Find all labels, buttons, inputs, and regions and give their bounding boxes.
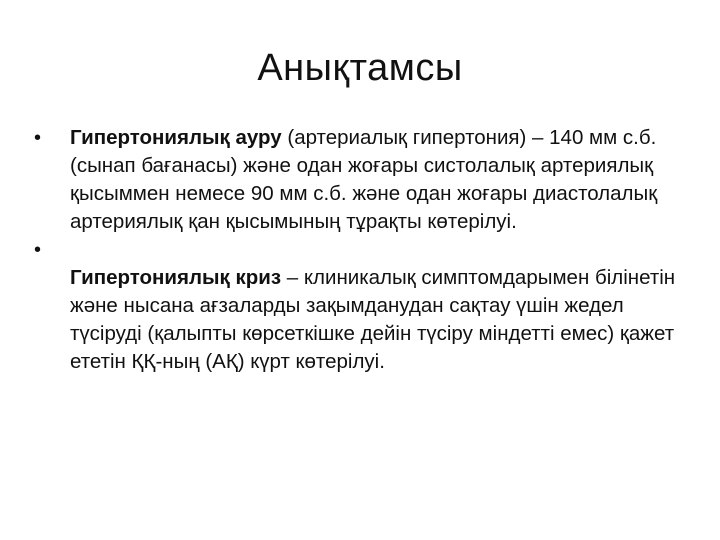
blank-line — [70, 236, 684, 264]
term-hypertensive-crisis: Гипертониялық криз — [70, 266, 282, 289]
definition-hypertensive-crisis: – клиникалық симптомдарымен білінетін және нысана ағзаларды зақымданудан сақтау үшін жедел түсіруді (қалыпты көрсеткішке дейін түсіру міндетті емес) қажет ететін ҚҚ-ның (АҚ) күрт көтерілуі. — [70, 266, 676, 373]
bullet-icon: • — [34, 239, 42, 261]
bullet-item-hypertension — [34, 124, 684, 236]
bullet-item-crisis — [34, 236, 684, 376]
bullet-text — [70, 264, 684, 376]
term-hypertension: Гипертониялық ауру — [70, 126, 282, 149]
slide-title: Анықтамсы — [257, 47, 463, 89]
definition-hypertension: (артериалық гипертония) – 140 мм с.б. (сынап бағанасы) және одан жоғары систолалық артериялық қысыммен немесе 90 мм с.б. және одан жоғары диастолалық артериялық қан қысымының тұрақты көтерілуі. — [70, 126, 658, 233]
bullet-icon: • — [34, 127, 42, 149]
bullet-list — [34, 124, 684, 376]
bullet-text — [70, 124, 684, 236]
